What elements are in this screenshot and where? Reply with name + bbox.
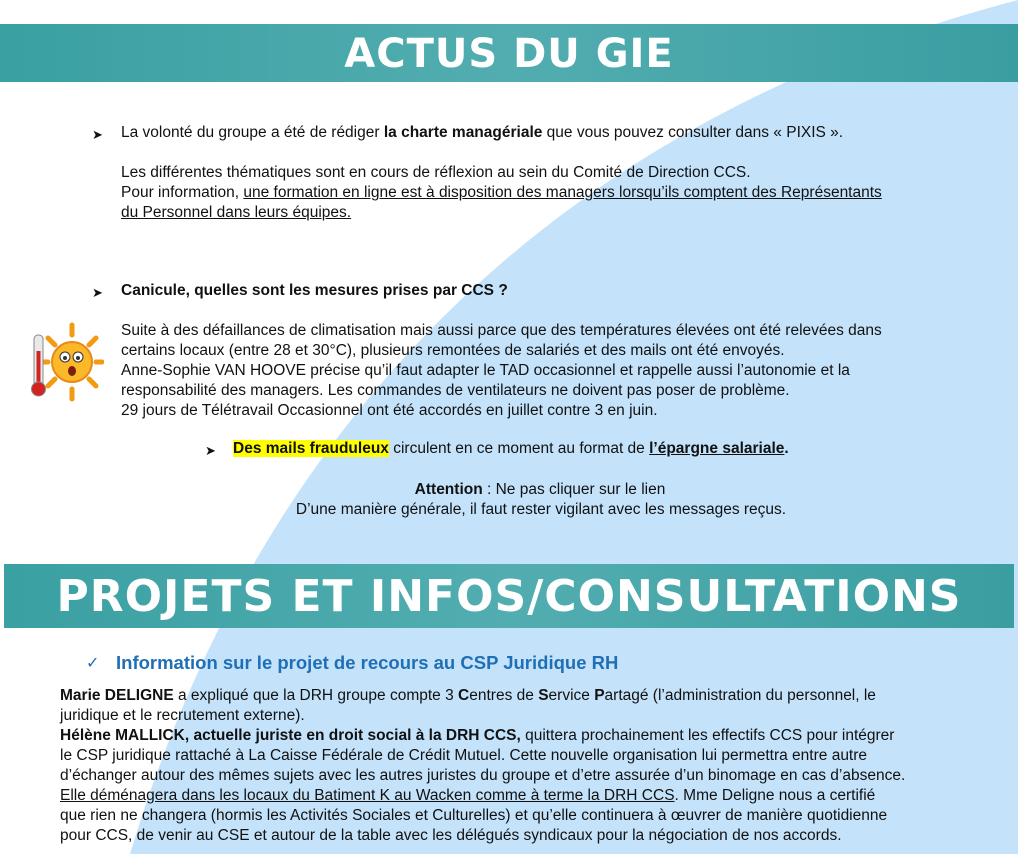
text: quittera prochainement les effectifs CCS pour intégrer bbox=[520, 727, 895, 744]
hot-sun-thermometer-icon bbox=[26, 321, 104, 403]
csp-juridique-subtitle: Information sur le projet de recours au CSP Juridique RH bbox=[116, 652, 619, 673]
mallick-line-1 bbox=[60, 726, 966, 746]
text: artagé (l’administration du personnel, le bbox=[604, 687, 876, 704]
text: . bbox=[784, 440, 789, 457]
mallick-line-3: d’échanger autour des mêmes sujets avec les autres juristes du groupe et d’etre assurée d’un binomage en cas d’absence. bbox=[60, 767, 906, 784]
formation-line bbox=[121, 183, 882, 203]
check-icon: ✓ bbox=[86, 655, 100, 672]
canicule-line-3: Anne-Sophie VAN HOOVE précise qu’il faut adapter le TAD occasionnel et rappelle aussi l’autonomie et la bbox=[121, 362, 850, 379]
person-name: Marie DELIGNE bbox=[60, 687, 174, 704]
epargne-salariale-link[interactable]: l’épargne salariale bbox=[649, 440, 785, 457]
attention-label: Attention bbox=[414, 481, 483, 498]
mails-frauduleux-line bbox=[233, 439, 789, 459]
mallick-line-4 bbox=[60, 786, 966, 806]
text: a expliqué que la DRH groupe compte 3 bbox=[173, 687, 459, 704]
mallick-line-5: que rien ne changera (hormis les Activités Sociales et Culturelles) et qu’elle continuera à œuvrer de manière quotidienne bbox=[60, 807, 888, 824]
text: que vous pouvez consulter dans « PIXIS ». bbox=[542, 124, 844, 141]
canicule-line-4: responsabilité des managers. Les commandes de ventilateurs ne doivent pas poser de problème. bbox=[121, 382, 790, 399]
formation-link-cont[interactable]: du Personnel dans leurs équipes. bbox=[121, 204, 352, 221]
text: : Ne pas cliquer sur le lien bbox=[482, 481, 666, 498]
canicule-line-1: Suite à des défaillances de climatisation mais aussi parce que des températures élevées ont été relevées dans bbox=[121, 322, 882, 339]
deligne-line-2: juridique et le recrutement externe). bbox=[60, 707, 305, 724]
arrow-bullet-icon: ➤ bbox=[92, 285, 103, 300]
text: La volonté du groupe a été de rédiger bbox=[121, 124, 384, 141]
section-header-actus bbox=[0, 24, 1018, 82]
arrow-bullet-icon: ➤ bbox=[92, 127, 103, 142]
charte-paragraph bbox=[121, 123, 843, 143]
vigilance-line: D’une manière générale, il faut rester vigilant avec les messages reçus. bbox=[295, 501, 787, 518]
text: circulent en ce moment au format de bbox=[388, 440, 650, 457]
formation-link[interactable]: une formation en ligne est à disposition des managers lorsqu’ils comptent des Représentants bbox=[243, 184, 882, 201]
bold-text: la charte managériale bbox=[383, 124, 543, 141]
thematiques-line: Les différentes thématiques sont en cours de réflexion au sein du Comité de Direction CCS. bbox=[121, 164, 751, 181]
section-title: ACTUS DU GIE bbox=[344, 31, 674, 77]
mallick-line-2: le CSP juridique rattaché à La Caisse Fédérale de Crédit Mutuel. Cette nouvelle organisation lui permettra entre autre bbox=[60, 747, 868, 764]
text: entres de bbox=[469, 687, 539, 704]
arrow-bullet-icon: ➤ bbox=[205, 443, 216, 458]
canicule-line-5: 29 jours de Télétravail Occasionnel ont été accordés en juillet contre 3 en juin. bbox=[121, 402, 658, 419]
section-header-projets bbox=[4, 564, 1014, 628]
demenagement-link[interactable]: Elle déménagera dans les locaux du Batiment K au Wacken comme à terme la DRH CCS bbox=[60, 787, 675, 804]
initial: P bbox=[594, 687, 605, 704]
canicule-title: Canicule, quelles sont les mesures prises par CCS ? bbox=[121, 282, 508, 299]
highlighted-warning: Des mails frauduleux bbox=[233, 440, 389, 457]
text: Pour information, bbox=[121, 184, 244, 201]
section-title: PROJETS ET INFOS/CONSULTATIONS bbox=[56, 571, 962, 622]
deligne-line-1 bbox=[60, 686, 966, 706]
person-name: Hélène MALLICK, actuelle juriste en droit social à la DRH CCS, bbox=[60, 727, 521, 744]
text: ervice bbox=[548, 687, 595, 704]
attention-line bbox=[0, 480, 1018, 500]
canicule-line-2: certains locaux (entre 28 et 30°C), plusieurs remontées de salariés et des mails ont été envoyés. bbox=[121, 342, 785, 359]
initial: C bbox=[458, 687, 470, 704]
initial: S bbox=[538, 687, 549, 704]
text: . Mme Deligne nous a certifié bbox=[674, 787, 876, 804]
mallick-line-6: pour CCS, de venir au CSE et autour de la table avec les délégués syndicaux pour la négociation de nos accords. bbox=[60, 827, 842, 844]
